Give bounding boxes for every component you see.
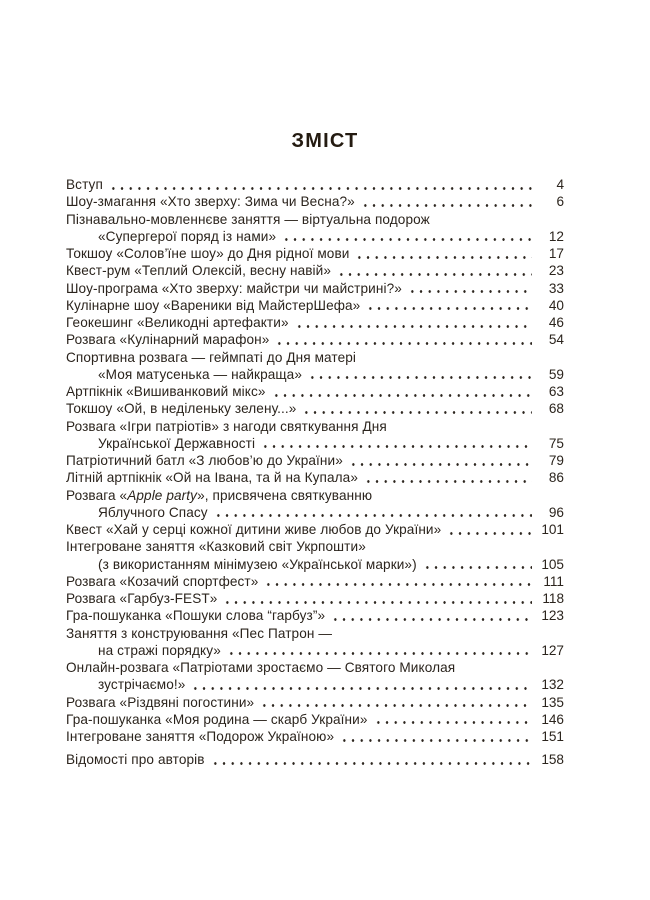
dot-leader [408,280,532,297]
toc-entry-line [66,452,564,469]
toc-entry-page: 123 [541,608,564,624]
toc-entry-page: 132 [541,677,564,693]
toc-entry-text: Онлайн-розвага «Патріотами зростаємо — Святого Миколая [66,660,456,675]
toc-entry-page: 96 [548,504,564,520]
toc-entry-page: 46 [548,315,564,330]
toc-entry [66,383,564,400]
toc-entry-line [66,556,564,573]
toc-entry-page: 4 [556,177,564,192]
toc-entry-text: Токшоу «Ой, в неділеньку зелену...» [66,401,297,417]
toc-entry-text: Кулінарне шоу «Вареники від МайстерШефа» [66,297,361,313]
toc-entry-line [66,176,564,193]
toc-entry-text: Відомості про авторів [66,752,205,768]
toc-entry [66,607,564,624]
toc-entry-line [66,590,564,607]
toc-entry-line [66,418,564,435]
toc-entry-line [66,659,564,676]
dot-leader [214,504,532,521]
toc-entry [66,176,564,193]
dot-leader [191,676,532,693]
toc-entry-line [66,728,564,745]
dot-leader [302,400,532,417]
dot-leader [272,383,532,400]
toc-entry-text: Розвага «Різдвяні погостини» [66,694,255,710]
toc-entry-line [66,366,564,383]
toc-entry-page: 151 [541,729,564,744]
toc-entry-text: Шоу-програма «Хто зверху: майстри чи майстрині?» [66,280,402,296]
toc-entry-text: Патріотичний батл «З любов’ю до України» [66,453,343,468]
toc-entry [66,538,564,573]
toc-entry-page: 23 [548,263,564,279]
dot-leader [423,556,532,573]
toc-entry-page: 79 [548,453,564,468]
toc-entry [66,280,564,297]
toc-entry-line [66,521,564,538]
toc-entry [66,625,564,660]
toc-entry [66,469,564,486]
toc-entry [66,211,564,246]
toc-entry-page: 146 [541,711,564,727]
toc-entry [66,262,564,279]
toc-entry [66,751,564,768]
dot-leader [340,728,532,745]
toc-entry-text: Гра-пошуканка «Пошуки слова “гарбуз”» [66,608,326,624]
toc-entry-page: 135 [541,694,564,710]
toc-entry-line [66,193,564,210]
toc-entry-line [66,487,564,504]
toc-entry-page: 101 [541,522,564,537]
toc-entry-page: 111 [543,573,564,589]
toc-entry-text: Розвага «Кулінарний марафон» [66,332,270,348]
toc-entry [66,521,564,538]
dot-leader [308,366,532,383]
toc-entry-line [66,400,564,417]
toc-entry-text: Геокешинг «Великодні артефакти» [66,315,289,330]
dot-leader [264,573,532,590]
toc-entry-page: 54 [548,332,564,348]
toc-entry-line [66,383,564,400]
toc-entry [66,659,564,694]
toc-entry-page: 63 [548,384,564,399]
toc-entry-text: Заняття з конструювання «Пес Патрон — [66,625,333,641]
toc-entry-page: 33 [548,280,564,296]
toc-entry-line [66,642,564,659]
toc-entry-line [66,297,564,314]
dot-leader [355,245,532,262]
dot-leader [109,176,532,193]
dot-leader [227,642,532,659]
toc-entry-page: 68 [548,401,564,417]
dot-leader [337,262,532,279]
dot-leader [223,590,532,607]
toc-entry-line [66,280,564,297]
toc-entry-line [66,694,564,711]
toc-entry-text: Літній артпікнік «Ой на Івана, та й на Купала» [66,470,358,486]
toc-entry-text: Квест «Хай у серці кожної дитини живе любов до України» [66,522,442,537]
toc-list [66,176,564,769]
toc-entry-line [66,504,564,521]
dot-leader [331,607,532,624]
toc-entry [66,590,564,607]
toc-entry [66,349,564,384]
toc-entry-text: Розвага «Гарбуз-FEST» [66,591,218,606]
toc-entry-line [66,676,564,693]
toc-entry-line [66,751,564,768]
toc-entry-text: Вступ [66,177,103,192]
toc-entry-text: Розвага «Ігри патріотів» з нагоди святкування Дня [66,418,387,434]
toc-entry-page: 40 [548,297,564,313]
toc-entry-page: 17 [548,246,564,261]
toc-entry [66,694,564,711]
dot-leader [364,469,532,486]
toc-entry [66,314,564,331]
toc-entry-line [66,435,564,452]
toc-entry-text: Інтегроване заняття «Казковий світ Укрпошти» [66,539,366,555]
toc-entry [66,400,564,417]
toc-entry-line [66,607,564,624]
toc-entry-text: «Супергерої поряд із нами» [98,228,277,244]
dot-leader [261,435,532,452]
dot-leader [447,521,532,538]
toc-entry-text: Квест-рум «Теплий Олексій, весну навій» [66,263,332,279]
toc-entry-line [66,245,564,262]
dot-leader [295,314,532,331]
toc-entry [66,573,564,590]
toc-entry-text: Шоу-змагання «Хто зверху: Зима чи Весна?» [66,194,355,210]
toc-entry-line [66,349,564,366]
toc-entry-text: Інтегроване заняття «Подорож Україною» [66,729,335,744]
toc-entry-line [66,262,564,279]
toc-entry-line [66,538,564,555]
toc-entry-text: Яблучного Спасу [98,504,208,520]
dot-leader [211,751,532,768]
toc-entry-page: 75 [548,435,564,451]
toc-entry-text: на стражі порядку» [98,642,221,658]
toc-entry-page: 158 [541,752,564,768]
toc-entry-page: 12 [548,228,564,244]
toc-entry-page: 6 [556,194,564,210]
toc-entry-line [66,211,564,228]
toc-entry [66,193,564,210]
toc-entry-text: Пізнавально-мовленнєве заняття — віртуальна подорож [66,211,430,227]
toc-entry-text: Розвага «Козачий спортфест» [66,573,259,589]
toc-entry-line [66,314,564,331]
toc-entry-line [66,573,564,590]
toc-entry-text: Артпікнік «Вишиванковий мікс» [66,384,266,399]
dot-leader [374,711,532,728]
toc-entry-line [66,469,564,486]
toc-entry-line [66,625,564,642]
dot-leader [282,228,532,245]
toc-entry [66,245,564,262]
dot-leader [361,193,532,210]
toc-entry [66,728,564,745]
toc-entry-page: 118 [542,591,564,606]
toc-entry [66,711,564,728]
toc-entry [66,487,564,522]
page-title: ЗМІСТ [291,130,359,152]
toc-entry-page: 59 [548,366,564,382]
toc-entry-text: зустрічаємо!» [98,677,186,693]
dot-leader [275,331,532,348]
dot-leader [366,297,532,314]
toc-entry-page: 86 [548,470,564,486]
dot-leader [260,694,532,711]
toc-entry [66,297,564,314]
toc-entry-text: Гра-пошуканка «Моя родина — скарб України» [66,711,368,727]
toc-entry-line [66,711,564,728]
toc-entry [66,418,564,453]
toc-entry-page: 127 [541,642,564,658]
toc-entry-text: (з використанням мінімузею «Української марки») [98,556,417,572]
toc-entry [66,452,564,469]
dot-leader [349,452,532,469]
toc-entry-text: Розвага «Apple party», присвячена святкуванню [66,487,373,503]
toc-entry-text: Спортивна розвага — геймпаті до Дня матері [66,349,357,365]
toc-entry-text: Української Державності [98,435,256,451]
toc-entry-line [66,228,564,245]
toc-entry-line [66,331,564,348]
toc-entry-text: Токшоу «Солов’їне шоу» до Дня рідної мови [66,246,350,261]
toc-entry-text: «Моя матусенька — найкраща» [98,366,302,382]
toc-entry-page: 105 [541,556,564,572]
toc-entry [66,331,564,348]
